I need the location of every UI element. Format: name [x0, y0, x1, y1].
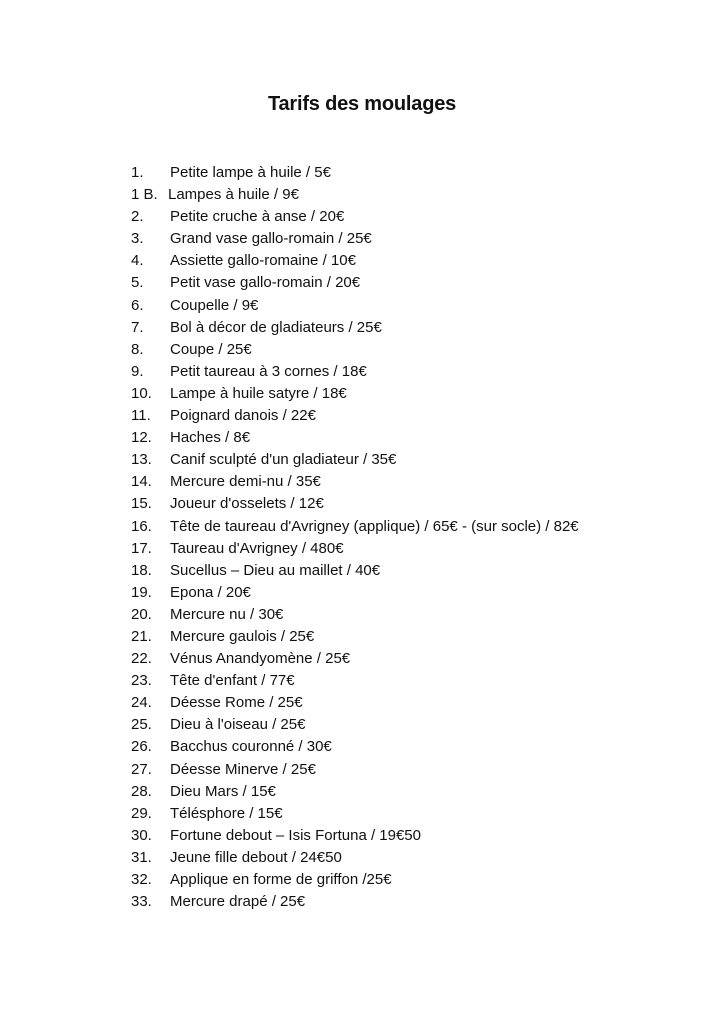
item-description: Fortune debout – Isis Fortuna / 19€50 — [170, 826, 421, 844]
item-number: 5. — [131, 274, 144, 292]
item-number: 1 B. — [131, 186, 158, 204]
price-list-item — [131, 317, 579, 339]
price-list-item — [131, 626, 579, 648]
item-description: Joueur d'osselets / 12€ — [170, 495, 324, 513]
item-description: Jeune fille debout / 24€50 — [170, 848, 342, 866]
item-number: 18. — [131, 561, 152, 579]
price-list-item — [131, 383, 579, 405]
item-description: Bacchus couronné / 30€ — [170, 738, 332, 756]
item-number: 24. — [131, 694, 152, 712]
item-description: Tête de taureau d'Avrigney (applique) / 65€ - (sur socle) / 82€ — [170, 517, 579, 535]
item-number: 11. — [131, 407, 151, 425]
item-number: 33. — [131, 893, 152, 911]
item-description: Coupe / 25€ — [170, 340, 252, 358]
item-description: Grand vase gallo-romain / 25€ — [170, 230, 372, 248]
price-list-item — [131, 206, 579, 228]
item-description: Lampes à huile / 9€ — [168, 186, 299, 204]
item-number: 15. — [131, 495, 152, 513]
price-list-item — [131, 449, 579, 471]
item-number: 4. — [131, 252, 144, 270]
price-list-item — [131, 847, 579, 869]
item-description: Sucellus – Dieu au maillet / 40€ — [170, 561, 381, 579]
item-description: Epona / 20€ — [170, 583, 251, 601]
item-description: Petit taureau à 3 cornes / 18€ — [170, 362, 367, 380]
item-description: Mercure nu / 30€ — [170, 605, 284, 623]
price-list-item — [131, 295, 579, 317]
price-list-item — [131, 648, 579, 670]
item-description: Petit vase gallo-romain / 20€ — [170, 274, 361, 292]
item-number: 14. — [131, 473, 152, 491]
price-list-item — [131, 228, 579, 250]
price-list-item — [131, 405, 579, 427]
item-number: 25. — [131, 716, 152, 734]
price-list-item — [131, 471, 579, 493]
item-number: 6. — [131, 296, 144, 314]
price-list-item — [131, 538, 579, 560]
price-list-item — [131, 272, 579, 294]
price-list-item — [131, 339, 579, 361]
price-list-item — [131, 803, 579, 825]
price-list-item — [131, 891, 579, 913]
item-number: 7. — [131, 318, 144, 336]
price-list — [131, 162, 579, 913]
price-list-item — [131, 692, 579, 714]
price-list-item — [131, 250, 579, 272]
item-description: Déesse Rome / 25€ — [170, 694, 303, 712]
item-number: 10. — [131, 384, 152, 402]
item-number: 13. — [131, 451, 152, 469]
item-number: 16. — [131, 517, 152, 535]
item-description: Dieu Mars / 15€ — [170, 782, 276, 800]
item-description: Coupelle / 9€ — [170, 296, 259, 314]
item-number: 12. — [131, 429, 152, 447]
item-description: Petite cruche à anse / 20€ — [170, 208, 345, 226]
item-number: 30. — [131, 826, 152, 844]
price-list-item — [131, 670, 579, 692]
item-description: Mercure gaulois / 25€ — [170, 627, 315, 645]
item-description: Canif sculpté d'un gladiateur / 35€ — [170, 451, 397, 469]
price-list-item — [131, 781, 579, 803]
price-list-item — [131, 582, 579, 604]
item-description: Mercure drapé / 25€ — [170, 893, 306, 911]
item-description: Vénus Anandyomène / 25€ — [170, 650, 351, 668]
price-list-item — [131, 869, 579, 891]
price-list-item — [131, 516, 579, 538]
price-list-item — [131, 560, 579, 582]
item-number: 32. — [131, 871, 152, 888]
item-number: 29. — [131, 804, 152, 822]
item-number: 8. — [131, 340, 144, 358]
item-number: 21. — [131, 627, 152, 645]
item-description: Assiette gallo-romaine / 10€ — [170, 252, 356, 270]
item-number: 20. — [131, 605, 152, 623]
item-number: 26. — [131, 738, 152, 756]
item-number: 17. — [131, 539, 152, 557]
item-number: 19. — [131, 583, 152, 601]
item-number: 28. — [131, 782, 152, 800]
page-title: Tarifs des moulages — [267, 93, 457, 115]
item-description: Taureau d'Avrigney / 480€ — [170, 539, 344, 557]
item-number: 23. — [131, 672, 152, 690]
item-description: Applique en forme de griffon /25€ — [170, 871, 392, 888]
item-description: Petite lampe à huile / 5€ — [170, 164, 331, 181]
item-description: Tête d'enfant / 77€ — [170, 672, 295, 690]
item-description: Poignard danois / 22€ — [170, 407, 316, 425]
price-list-item — [131, 162, 579, 184]
item-number: 1. — [131, 164, 144, 181]
price-list-item — [131, 825, 579, 847]
item-description: Dieu à l'oiseau / 25€ — [170, 716, 306, 734]
price-list-item — [131, 493, 579, 515]
price-list-item — [131, 604, 579, 626]
item-number: 31. — [131, 848, 152, 866]
item-description: Haches / 8€ — [170, 429, 251, 447]
item-number: 9. — [131, 362, 144, 380]
price-list-item — [131, 184, 579, 206]
item-description: Télésphore / 15€ — [170, 804, 283, 822]
price-list-item — [131, 361, 579, 383]
item-description: Lampe à huile satyre / 18€ — [170, 384, 347, 402]
price-list-item — [131, 714, 579, 736]
item-number: 3. — [131, 230, 144, 248]
item-number: 27. — [131, 760, 152, 778]
item-description: Bol à décor de gladiateurs / 25€ — [170, 318, 382, 336]
price-list-item — [131, 427, 579, 449]
item-number: 22. — [131, 650, 152, 668]
item-number: 2. — [131, 208, 144, 226]
item-description: Déesse Minerve / 25€ — [170, 760, 316, 778]
item-description: Mercure demi-nu / 35€ — [170, 473, 321, 491]
price-list-item — [131, 736, 579, 758]
price-list-item — [131, 759, 579, 781]
